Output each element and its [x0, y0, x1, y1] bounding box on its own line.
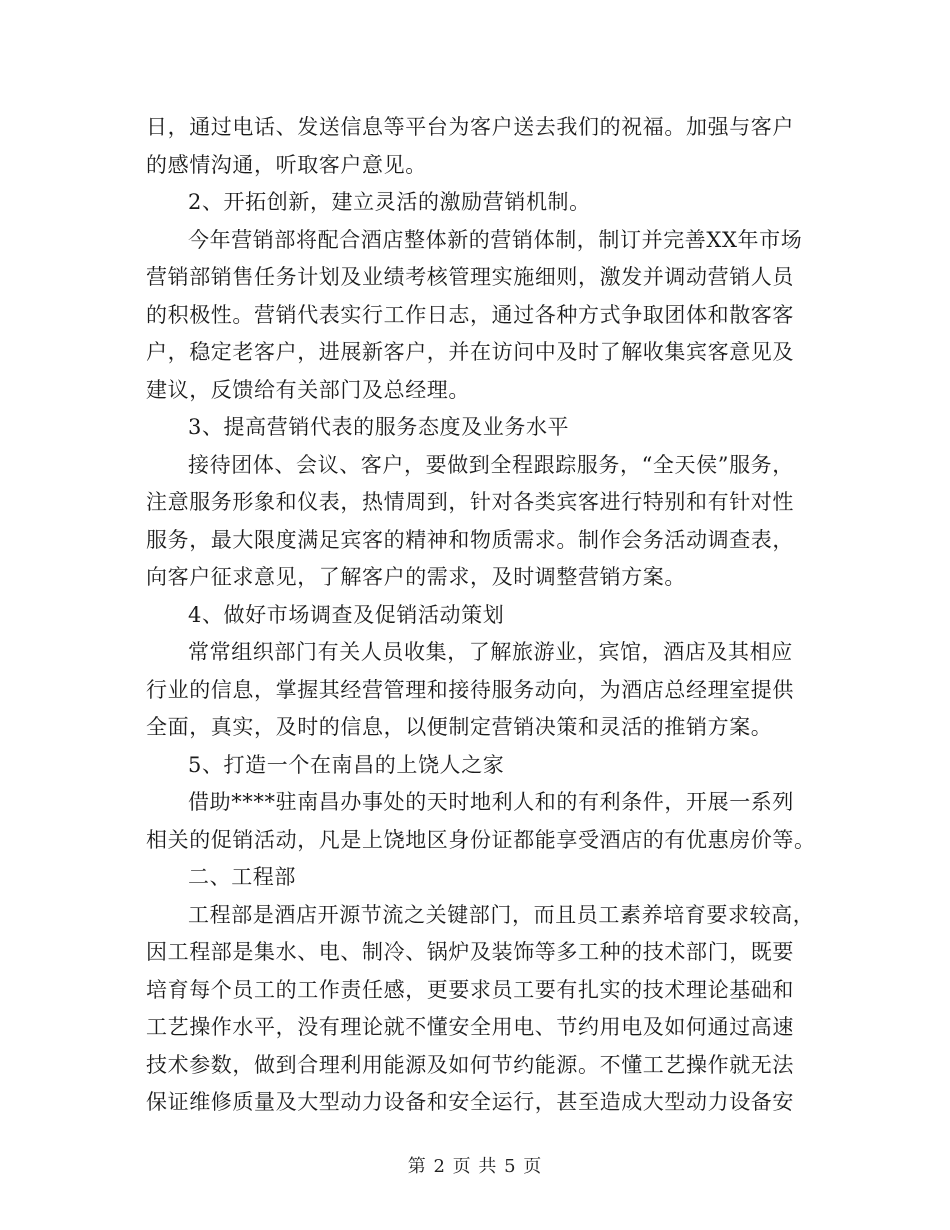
- body-line: 因工程部是集水、电、制冷、锅炉及装饰等多工种的技术部门，既要: [146, 940, 794, 964]
- section-heading: 5、打造一个在南昌的上饶人之家: [188, 752, 505, 777]
- body-line: 技术参数，做到合理利用能源及如何节约能源。不懂工艺操作就无法: [146, 1052, 794, 1077]
- body-line: 相关的促销活动，凡是上饶地区身份证都能享受酒店的有优惠房价等。: [146, 827, 816, 852]
- body-line: 日，通过电话、发送信息等平台为客户送去我们的祝福。加强与客户: [146, 115, 794, 139]
- body-line: 的感情沟通，听取客户意见。: [146, 152, 427, 177]
- body-line: 借助****驻南昌办事处的天时地利人和的有利条件，开展一系列: [188, 790, 794, 814]
- document-body: [146, 109, 816, 1122]
- body-line: 营销部销售任务计划及业绩考核管理实施细则，激发并调动营销人员: [146, 265, 794, 289]
- body-line: 工艺操作水平，没有理论就不懂安全用电、节约用电及如何通过高速: [146, 1015, 794, 1039]
- body-line: 今年营销部将配合酒店整体新的营销体制，制订并完善XX年市场: [188, 227, 803, 252]
- body-line: 接待团体、会议、客户，要做到全程跟踪服务，“全天侯”服务，: [188, 452, 794, 477]
- body-line: 注意服务形象和仪表，热情周到，针对各类宾客进行特别和有针对性: [146, 490, 794, 514]
- body-line: 全面，真实，及时的信息，以便制定营销决策和灵活的推销方案。: [146, 715, 773, 739]
- section-heading: 4、做好市场调查及促销活动策划: [188, 602, 505, 627]
- body-line: 的积极性。营销代表实行工作日志，通过各种方式争取团体和散客客: [146, 302, 794, 327]
- body-line: 行业的信息，掌握其经营管理和接待服务动向，为酒店总经理室提供: [146, 677, 794, 702]
- body-line: 向客户征求意见，了解客户的需求，及时调整营销方案。: [146, 565, 686, 589]
- section-heading: 二、工程部: [188, 865, 296, 889]
- body-line: 建议，反馈给有关部门及总经理。: [146, 377, 470, 402]
- page-number-footer: 第 2 页 共 5 页: [407, 1156, 543, 1177]
- body-line: 服务，最大限度满足宾客的精神和物质需求。制作会务活动调查表，: [146, 527, 794, 552]
- body-line: 保证维修质量及大型动力设备和安全运行，甚至造成大型动力设备安: [146, 1090, 794, 1114]
- body-line: 培育每个员工的工作责任感，更要求员工要有扎实的技术理论基础和: [146, 977, 794, 1002]
- body-line: 常常组织部门有关人员收集，了解旅游业，宾馆，酒店及其相应: [188, 640, 793, 664]
- section-heading: 3、提高营销代表的服务态度及业务水平: [188, 415, 570, 439]
- body-line: 户，稳定老客户，进展新客户，并在访问中及时了解收集宾客意见及: [146, 340, 794, 364]
- body-line: 工程部是酒店开源节流之关键部门，而且员工素养培育要求较高，: [188, 902, 815, 927]
- section-heading: 2、开拓创新，建立灵活的激励营销机制。: [188, 190, 591, 214]
